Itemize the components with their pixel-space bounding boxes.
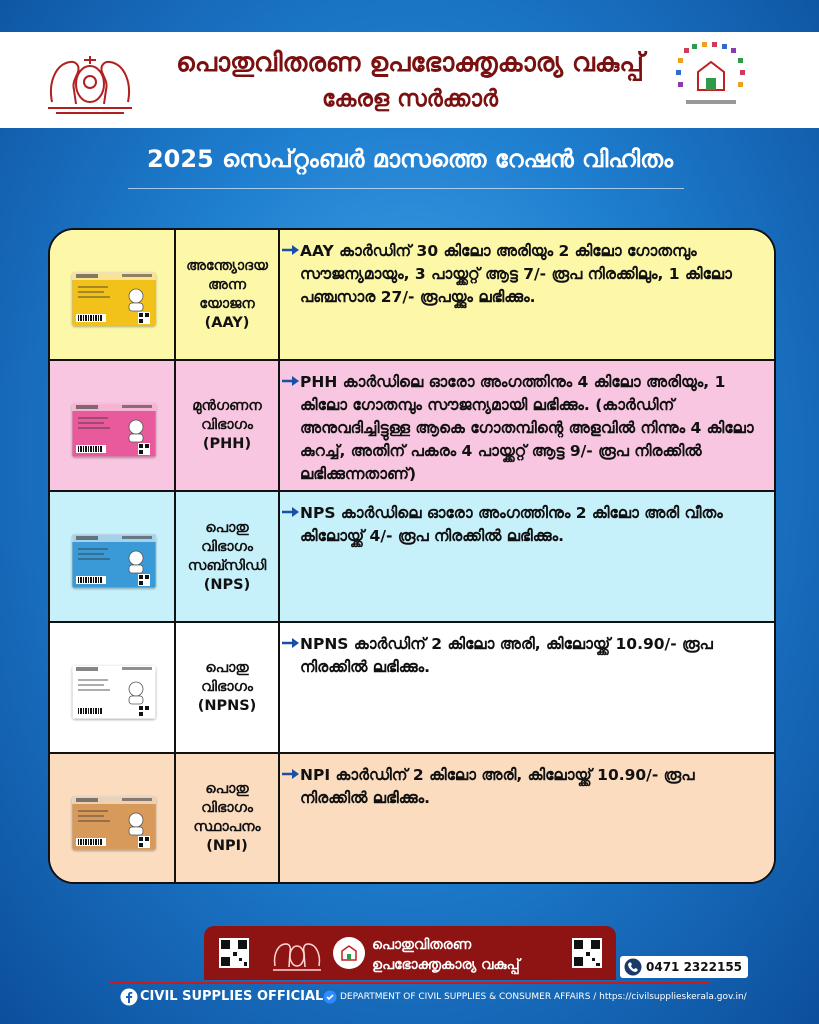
- header-banner: [0, 32, 819, 128]
- category-label: പൊതു: [205, 519, 249, 536]
- category-label: പൊതു: [205, 660, 249, 676]
- category-cell: [176, 623, 280, 752]
- category-label: സബ്സിഡി: [187, 557, 267, 574]
- divider: [128, 188, 684, 189]
- category-cell: [176, 754, 280, 882]
- category-label: മുൻഗണന: [192, 398, 262, 414]
- arrow-right-icon: [282, 506, 300, 518]
- allocation-text: PHH കാർഡിലെ ഓരോ അംഗത്തിനും 4 കിലോ അരിയും, 1 കിലോ ഗോതമ്പും സൗജന്യമായി ലഭിക്കും. (കാർഡിന് അനുവദിച്ചിട്ടുള്ള ആകെ ഗോതമ്പിന്റെ അളവിൽ നിന്നും 4 കിലോ കുറച്ച്, അതിന് പകരം 4 പായ്ക്കറ്റ് ആട്ട 9/- രൂപ നിരക്കിൽ ലഭിക്കുന്നതാണ്): [300, 373, 754, 483]
- category-label: (NPNS): [197, 698, 257, 714]
- allocation-text: NPS കാർഡിലെ ഓരോ അംഗത്തിനും 2 കിലോ അരി വീതം കിലോയ്ക്ക് 4/- രൂപ നിരക്കിൽ ലഭിക്കും.: [300, 504, 723, 545]
- footer-divider: [110, 982, 710, 984]
- category-label: സ്ഥാപനം: [193, 819, 261, 835]
- ration-card-cell: [50, 623, 176, 752]
- phone-number[interactable]: [620, 956, 748, 978]
- footer-name-line2: ഉപഭോക്തൃകാര്യ വകുപ്പ്: [372, 957, 520, 973]
- civil-supplies-footer-logo-icon: [332, 936, 366, 970]
- ration-card-cell: [50, 230, 176, 359]
- verified-badge-icon: [323, 990, 337, 1004]
- table-row: [50, 230, 774, 361]
- allocation-text: AAY കാർഡിന് 30 കിലോ അരിയും 2 കിലോ ഗോതമ്പും സൗജന്യമായും, 3 പായ്ക്കറ്റ് ആട്ട 7/- രൂപ നിരക്കിലും, 1 കിലോ പഞ്ചസാര 27/- രൂപയ്ക്കും ലഭിക്കും.: [300, 242, 732, 306]
- arrow-right-icon: [282, 244, 300, 256]
- table-row: [50, 361, 774, 492]
- ration-card-cell: [50, 754, 176, 882]
- table-row: [50, 754, 774, 882]
- arrow-right-icon: [282, 768, 300, 780]
- category-label: (NPI): [206, 838, 248, 854]
- category-label: വിഭാഗം: [201, 679, 253, 695]
- ration-card-image-icon: [72, 665, 156, 719]
- qr-code-icon: [572, 938, 602, 968]
- category-label: (PHH): [202, 436, 252, 452]
- description-cell: [280, 623, 774, 752]
- allocation-text: NPNS കാർഡിന് 2 കിലോ അരി, കിലോയ്ക്ക് 10.90/- രൂപ നിരക്കിൽ ലഭിക്കും.: [300, 635, 713, 676]
- category-label: അന്ന: [207, 276, 246, 293]
- facebook-icon[interactable]: [120, 988, 138, 1006]
- department-footer-text[interactable]: DEPARTMENT OF CIVIL SUPPLIES & CONSUMER AFFAIRS / https://civilsupplieskerala.gov.in/: [340, 992, 747, 1002]
- category-cell: [176, 492, 280, 621]
- kerala-emblem-footer-icon: [270, 934, 324, 974]
- category-label: വിഭാഗം: [201, 800, 253, 816]
- table-row: [50, 492, 774, 623]
- phone-text: 0471 2322155: [646, 960, 743, 974]
- kerala-emblem-icon: [42, 42, 138, 118]
- description-cell: [280, 361, 774, 490]
- phone-icon: [624, 958, 642, 976]
- ration-card-cell: [50, 361, 176, 490]
- footer-department-name: [372, 935, 562, 975]
- ration-card-image-icon: [72, 534, 156, 588]
- arrow-right-icon: [282, 637, 300, 649]
- arrow-right-icon: [282, 375, 300, 387]
- ration-card-image-icon: [72, 403, 156, 457]
- category-cell: [176, 361, 280, 490]
- footer-name-line1: പൊതുവിതരണ: [372, 937, 472, 953]
- qr-code-icon: [219, 938, 249, 968]
- government-title: കേരള സർക്കാർ: [322, 86, 498, 112]
- ration-card-cell: [50, 492, 176, 621]
- category-cell: [176, 230, 280, 359]
- table-row: [50, 623, 774, 754]
- category-label: വിഭാഗം: [201, 417, 253, 433]
- category-label: വിഭാഗം: [201, 538, 253, 555]
- description-cell: [280, 230, 774, 359]
- category-label: അന്ത്യോദയ: [186, 257, 268, 274]
- category-label: പൊതു: [205, 781, 249, 797]
- ration-card-image-icon: [72, 796, 156, 850]
- page-title: 2025 സെപ്റ്റംബർ മാസത്തെ റേഷൻ വിഹിതം: [146, 145, 674, 173]
- description-cell: [280, 492, 774, 621]
- department-title: പൊതുവിതരണ ഉപഭോക്തൃകാര്യ വകുപ്പ്: [176, 48, 644, 78]
- category-label: (AAY): [204, 314, 250, 331]
- ration-card-image-icon: [72, 272, 156, 326]
- allocation-text: NPI കാർഡിന് 2 കിലോ അരി, കിലോയ്ക്ക് 10.90/- രൂപ നിരക്കിൽ ലഭിക്കും.: [300, 766, 695, 807]
- category-label: (NPS): [203, 576, 251, 593]
- civil-supplies-logo-icon: [676, 42, 746, 114]
- social-handle[interactable]: CIVIL SUPPLIES OFFICIAL: [140, 989, 324, 1004]
- ration-table: [48, 228, 776, 884]
- category-label: യോജന: [199, 295, 255, 312]
- description-cell: [280, 754, 774, 882]
